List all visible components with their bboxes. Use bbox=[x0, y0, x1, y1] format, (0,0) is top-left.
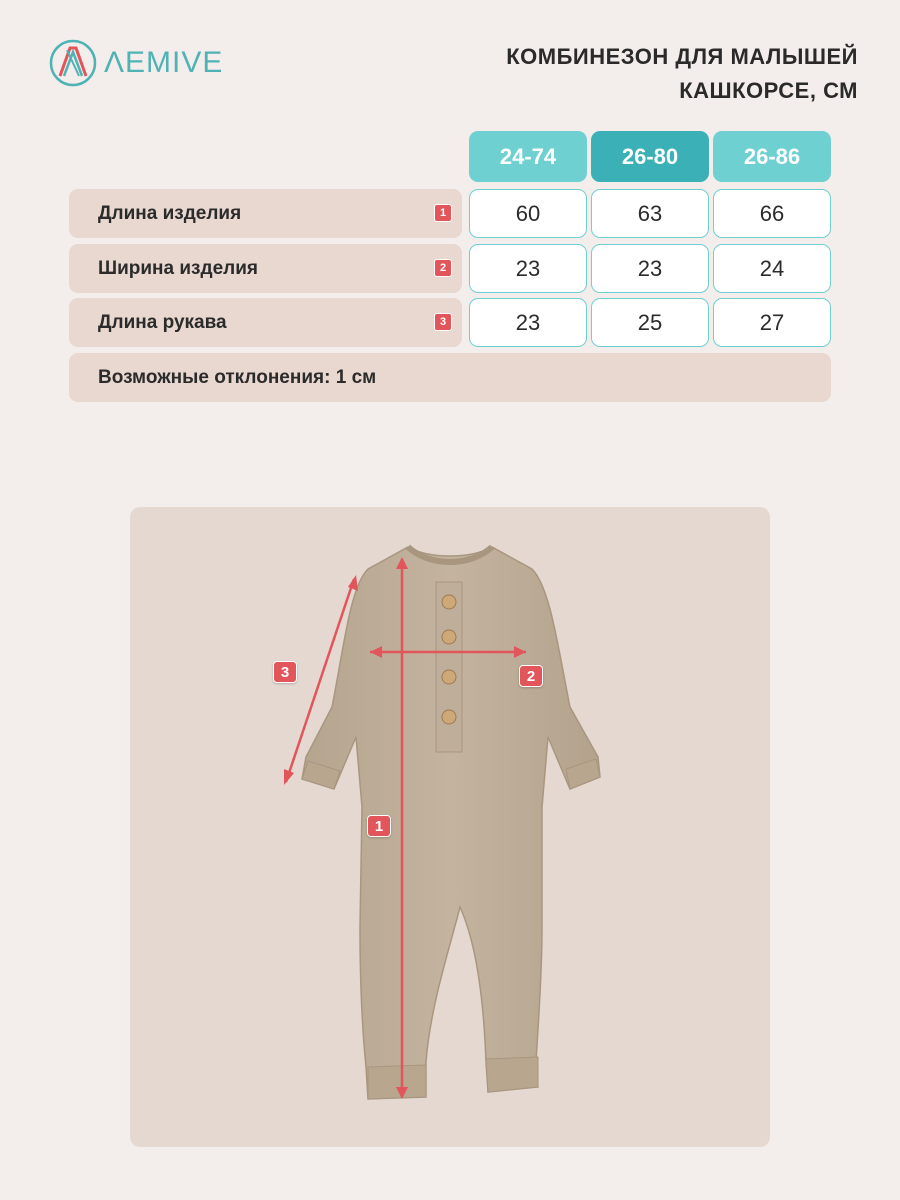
row-label-sleeve bbox=[69, 298, 462, 347]
brand-logo-icon bbox=[48, 38, 98, 88]
measure-label-length: 1 bbox=[367, 815, 391, 837]
cell-value: 60 bbox=[469, 189, 587, 238]
cell-value: 23 bbox=[591, 244, 709, 293]
size-header-3: 26-86 bbox=[713, 131, 831, 182]
size-header-1: 24-74 bbox=[469, 131, 587, 182]
row-label-text: Длина рукава bbox=[98, 311, 227, 333]
cell-value: 23 bbox=[469, 298, 587, 347]
garment-photo bbox=[130, 507, 770, 1147]
measure-label-sleeve: 3 bbox=[273, 661, 297, 683]
page-title bbox=[506, 40, 858, 108]
measure-label-width: 2 bbox=[519, 665, 543, 687]
row-label-text: Ширина изделия bbox=[98, 257, 258, 279]
title-line-1: КОМБИНЕЗОН ДЛЯ МАЛЫШЕЙ bbox=[506, 44, 858, 69]
row-badge: 3 bbox=[434, 313, 452, 331]
cell-value: 23 bbox=[469, 244, 587, 293]
size-header-2: 26-80 bbox=[591, 131, 709, 182]
brand-name: ΛEMIVE bbox=[104, 46, 224, 79]
cell-value: 63 bbox=[591, 189, 709, 238]
row-badge: 1 bbox=[434, 204, 452, 222]
cell-value: 27 bbox=[713, 298, 831, 347]
cell-value: 66 bbox=[713, 189, 831, 238]
brand-logo bbox=[48, 38, 223, 88]
cell-value: 25 bbox=[591, 298, 709, 347]
jumpsuit-illustration bbox=[130, 507, 770, 1147]
row-label-text: Длина изделия bbox=[98, 202, 242, 224]
row-label-width bbox=[69, 244, 462, 293]
row-label-length bbox=[69, 189, 462, 238]
cell-value: 24 bbox=[713, 244, 831, 293]
tolerance-note: Возможные отклонения: 1 см bbox=[69, 353, 831, 402]
row-badge: 2 bbox=[434, 259, 452, 277]
title-line-2: КАШКОРСЕ, СМ bbox=[679, 78, 858, 103]
